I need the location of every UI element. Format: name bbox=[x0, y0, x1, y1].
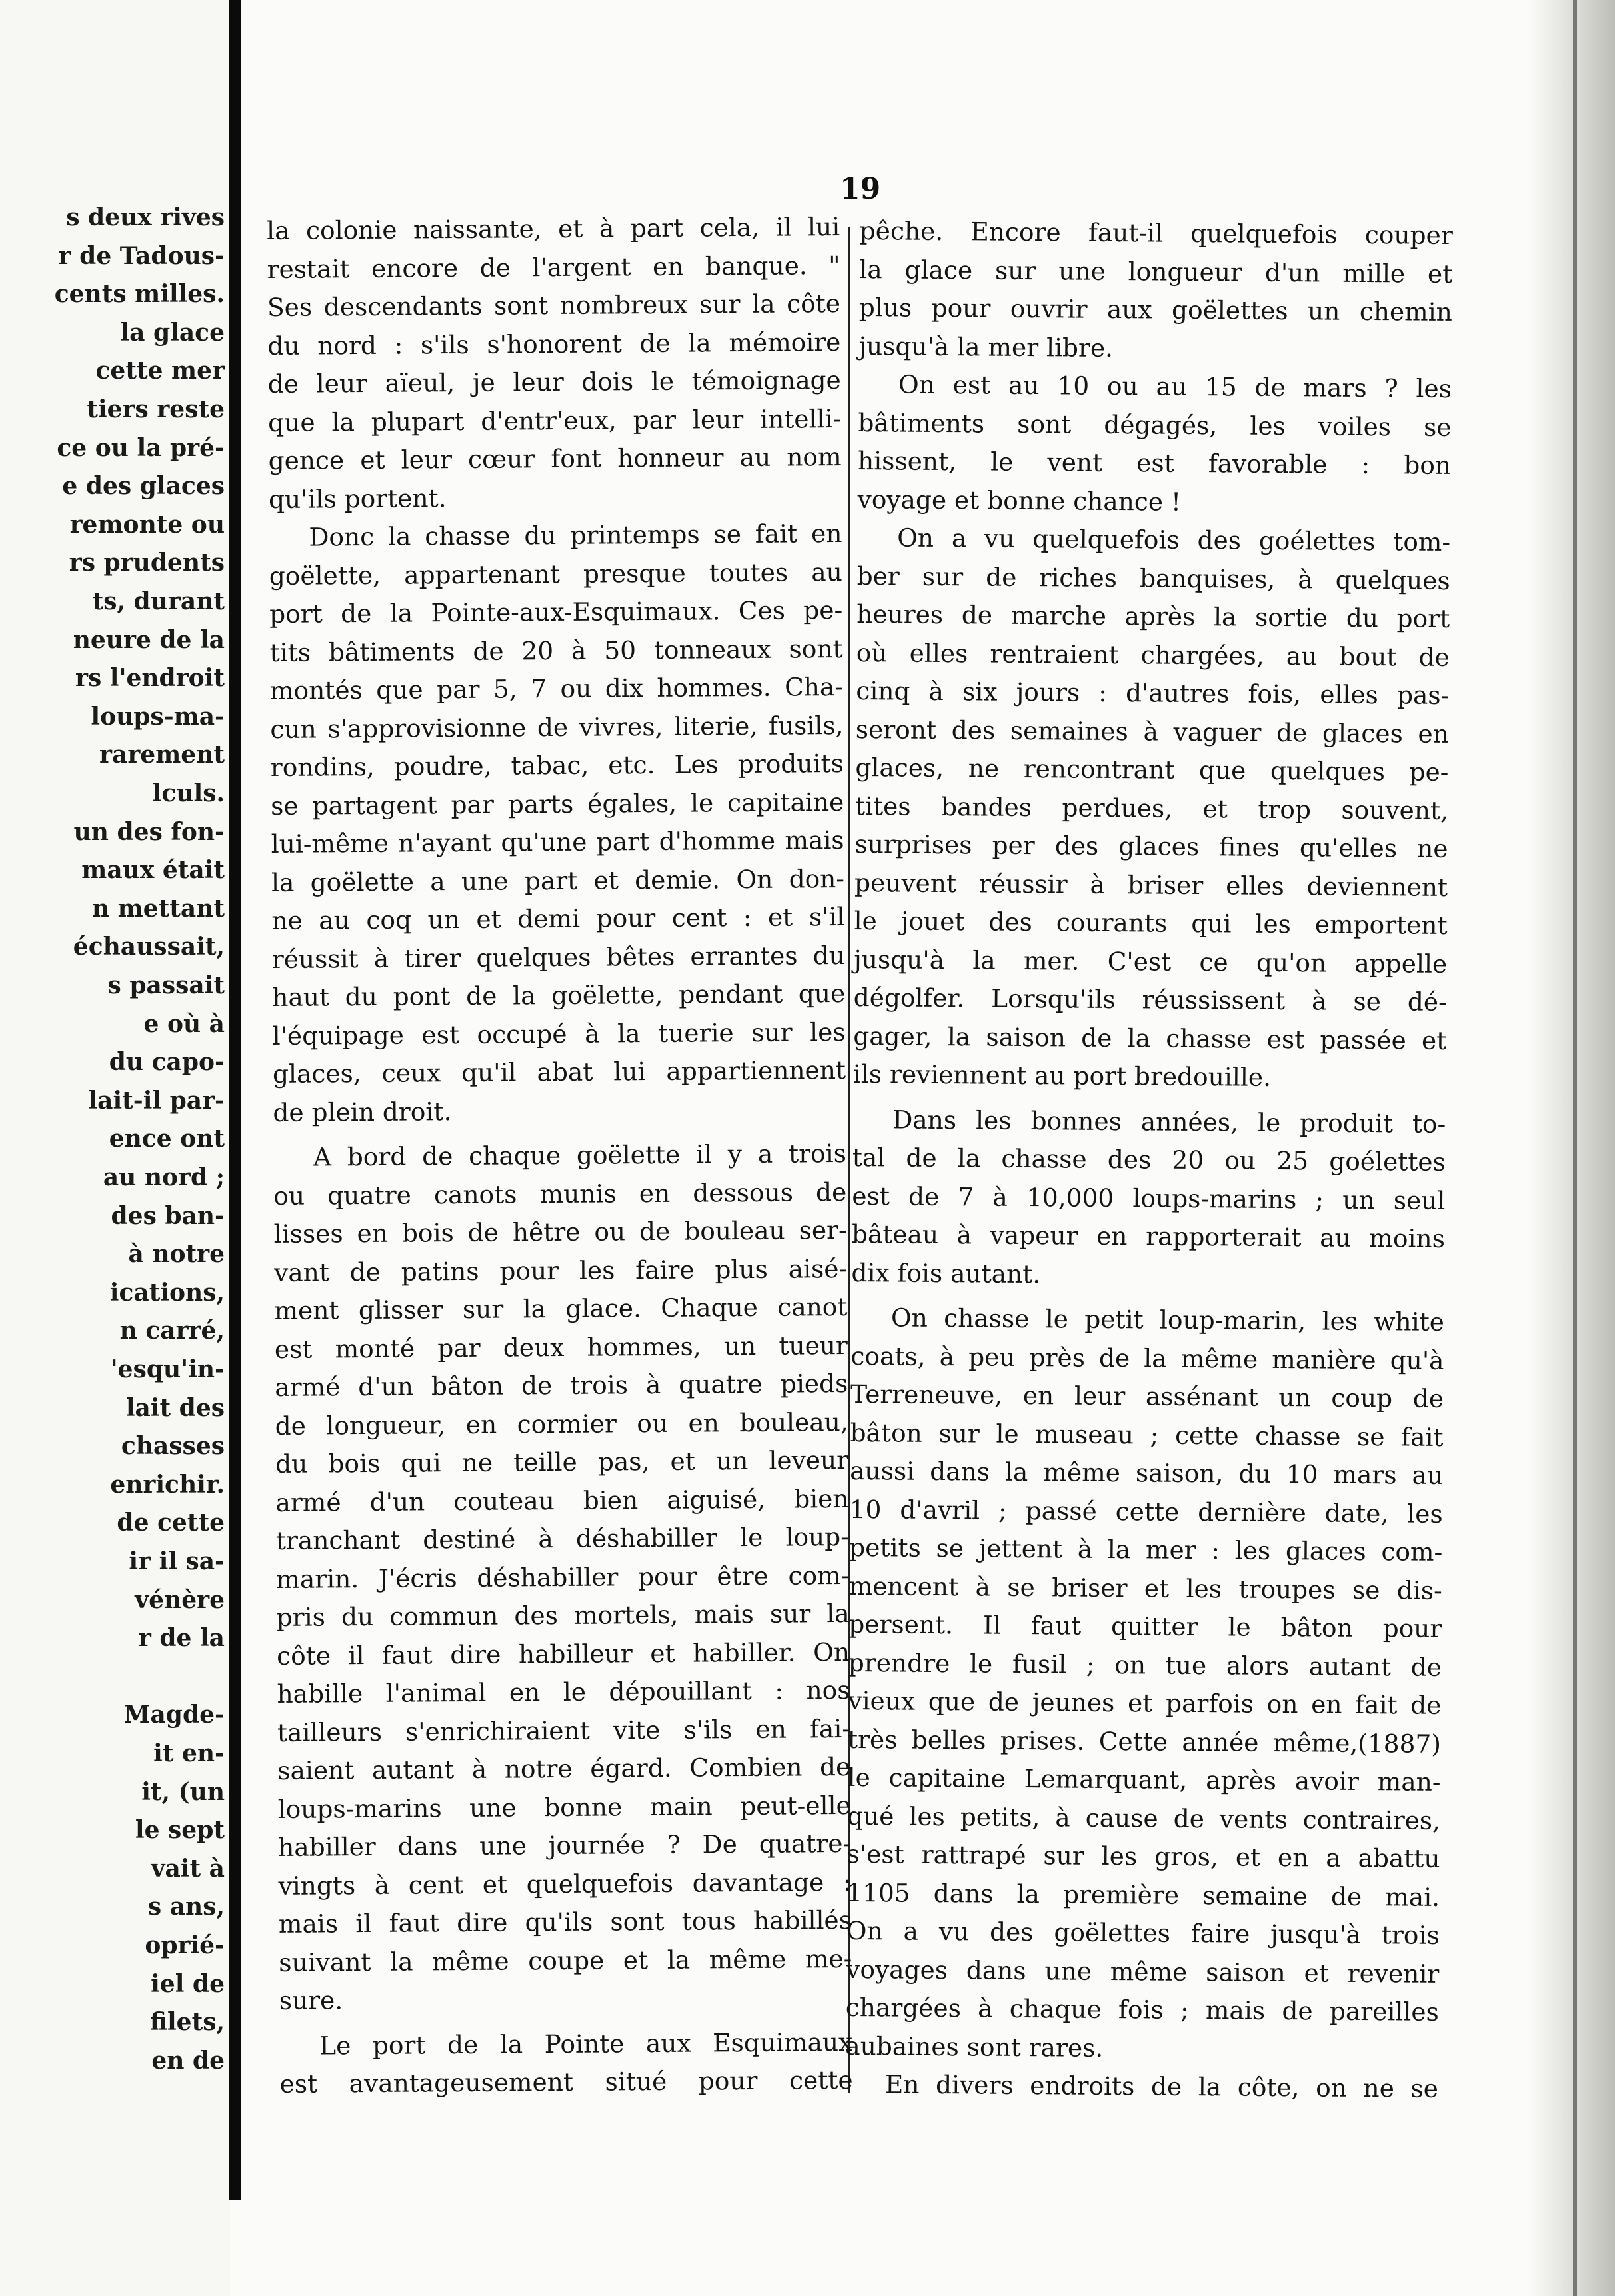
text-line: goëlette, appartenant presque toutes au bbox=[269, 557, 842, 591]
text-line: tits bâtiments de 20 à 50 tonneaux sont bbox=[269, 633, 843, 667]
text-line: mencent à se briser et les troupes se dis- bbox=[848, 1571, 1442, 1605]
text-line: Dans les bonnes années, le produit to- bbox=[892, 1104, 1446, 1139]
margin-fragment: neure de la bbox=[73, 625, 225, 654]
text-line: petits se jettent à la mer : les glaces com- bbox=[849, 1532, 1443, 1567]
text-line: réussit à tirer quelques bêtes errantes du bbox=[271, 940, 845, 974]
text-line: habiller dans une journée ? De quatre- bbox=[277, 1828, 852, 1862]
text-line: jusqu'à la mer libre. bbox=[858, 331, 1114, 363]
text-line: surprises per des glaces fines qu'elles ne bbox=[854, 829, 1448, 863]
text-line: ils reviennent au port bredouille. bbox=[852, 1059, 1272, 1092]
text-line: du bois qui ne teille pas, et un leveur bbox=[275, 1445, 849, 1479]
text-line: Donc la chasse du printemps se fait en bbox=[309, 518, 842, 552]
text-line: A bord de chaque goëlette il y a trois bbox=[313, 1138, 847, 1172]
margin-fragment: cette mer bbox=[95, 357, 225, 385]
text-line: aubaines sont rares. bbox=[845, 2031, 1104, 2063]
margin-fragment: ts, durant bbox=[92, 587, 225, 615]
margin-fragment: en de bbox=[151, 2046, 225, 2075]
text-line: l'équipage est occupé à la tuerie sur les bbox=[272, 1017, 846, 1051]
margin-fragment: un des fon- bbox=[73, 817, 225, 846]
text-line: seront des semaines à vaguer de glaces en bbox=[855, 714, 1450, 749]
text-line: voyage et bonne chance ! bbox=[857, 484, 1182, 517]
text-line: chargées à chaque fois ; mais de pareilles bbox=[845, 1992, 1439, 2027]
text-line: En divers endroits de la côte, on ne se bbox=[884, 2069, 1439, 2103]
margin-fragment: e où à bbox=[143, 1009, 225, 1038]
text-line: suivant la même coupe et la même me- bbox=[279, 1943, 852, 1977]
text-line: On a vu des goëlettes faire jusqu'à trois bbox=[846, 1915, 1440, 1950]
margin-fragment: r de la bbox=[138, 1624, 225, 1653]
text-line: persent. Il faut quitter le bâton pour bbox=[848, 1609, 1442, 1643]
text-line: de leur aïeul, je leur dois le témoignage bbox=[267, 365, 841, 399]
page-edge-line bbox=[1573, 0, 1577, 2296]
facing-page-margin bbox=[0, 0, 230, 2296]
margin-fragment: vait à bbox=[151, 1854, 225, 1883]
margin-fragment: ir il sa- bbox=[129, 1547, 225, 1575]
text-line: armé d'un bâton de trois à quatre pieds bbox=[275, 1368, 848, 1402]
text-line: tites bandes perdues, et trop souvent, bbox=[854, 791, 1449, 825]
right-text-column bbox=[845, 212, 1453, 2108]
text-line: hissent, le vent est favorable : bon bbox=[857, 445, 1452, 480]
text-line: tal de la chasse des 20 ou 25 goélettes bbox=[852, 1142, 1446, 1177]
text-line: haut du pont de la goëlette, pendant que bbox=[272, 978, 846, 1012]
text-line: restait encore de l'argent en banque. " bbox=[267, 250, 840, 284]
text-line: ou quatre canots munis en dessous de bbox=[273, 1177, 847, 1211]
text-line: jusqu'à la mer. C'est ce qu'on appelle bbox=[854, 944, 1448, 979]
margin-fragment: à notre bbox=[128, 1240, 225, 1269]
text-line: vieux que de jeunes et parfois on en fait de bbox=[848, 1685, 1442, 1720]
left-text-column bbox=[267, 208, 853, 2103]
text-line: heures de marche après la sortie du port bbox=[856, 599, 1450, 633]
text-line: la colonie naissante, et à part cela, il lui bbox=[267, 211, 840, 245]
margin-fragment: des ban- bbox=[111, 1201, 225, 1230]
page-number: 19 bbox=[840, 172, 881, 206]
text-line: vingts à cent et quelquefois davantage : bbox=[278, 1867, 852, 1901]
gutter-shadow bbox=[229, 0, 241, 2200]
text-line: où elles rentraient chargées, au bout de bbox=[856, 637, 1450, 672]
margin-fragment: du capo- bbox=[109, 1048, 225, 1077]
text-line: voyages dans une même saison et revenir bbox=[846, 1954, 1440, 1989]
text-line: est de 7 à 10,000 loups-marins ; un seul bbox=[852, 1181, 1446, 1215]
margin-fragment: lait des bbox=[125, 1393, 225, 1422]
margin-fragment: chasses bbox=[121, 1432, 225, 1461]
margin-fragment: au nord ; bbox=[103, 1163, 225, 1191]
text-line: bâton sur le museau ; cette chasse se fait bbox=[850, 1417, 1444, 1452]
text-line: loups-marins une bonne main peut-elle bbox=[277, 1790, 851, 1824]
margin-fragment: la glace bbox=[120, 318, 225, 347]
text-line: ne au coq un et demi pour cent : et s'il bbox=[271, 901, 845, 935]
margin-fragment: ce ou la pré- bbox=[57, 433, 225, 462]
margin-fragment: ications, bbox=[109, 1278, 225, 1307]
text-line: qu'ils portent. bbox=[268, 483, 447, 514]
margin-fragment: s ans, bbox=[147, 1893, 225, 1921]
text-line: ber sur de riches banquises, à quelques bbox=[856, 561, 1450, 595]
page-edge-shadow bbox=[1528, 0, 1615, 2296]
text-line: port de la Pointe-aux-Esquimaux. Ces pe- bbox=[269, 595, 843, 629]
text-line: du nord : s'ils s'honorent de la mémoire bbox=[267, 327, 841, 361]
text-line: bâteau à vapeur en rapporterait au moins bbox=[851, 1219, 1446, 1253]
text-line: Ses descendants sont nombreux sur la côte bbox=[267, 288, 841, 322]
text-line: marin. J'écris déshabiller pour être com- bbox=[276, 1560, 850, 1594]
text-line: est monté par deux hommes, un tueur bbox=[274, 1330, 848, 1364]
text-line: de plein droit. bbox=[273, 1096, 452, 1127]
text-line: aussi dans la même saison, du 10 mars au bbox=[849, 1455, 1444, 1490]
text-line: lisses en bois de hêtre ou de bouleau ser- bbox=[273, 1215, 847, 1249]
text-line: gager, la saison de la chasse est passée et bbox=[853, 1021, 1447, 1055]
text-line: de longueur, en cormier ou en bouleau, bbox=[275, 1407, 848, 1441]
text-line: la goëlette a une part et demie. On don- bbox=[271, 863, 845, 897]
text-line: coats, à peu près de la même manière qu'à bbox=[850, 1341, 1444, 1375]
text-line: le capitaine Lemarquant, après avoir man- bbox=[847, 1762, 1441, 1797]
text-line: très belles prises. Cette année même,(1887) bbox=[847, 1724, 1442, 1759]
margin-fragment: it, (un bbox=[141, 1777, 225, 1806]
margin-fragment: échaussait, bbox=[73, 933, 225, 961]
text-line: habille l'animal en le dépouillant : nos bbox=[277, 1675, 850, 1709]
text-line: tranchant destiné à déshabiller le loup- bbox=[275, 1521, 850, 1555]
margin-fragment: rarement bbox=[99, 741, 225, 769]
text-line: pris du commun des mortels, mais sur la bbox=[276, 1598, 850, 1632]
margin-fragment: iel de bbox=[151, 1969, 225, 1998]
text-line: Terreneuve, en leur assénant un coup de bbox=[850, 1379, 1444, 1413]
text-line: glaces, ne rencontrant que quelques pe- bbox=[855, 752, 1449, 787]
text-line: s'est rattrapé sur les gros, et en a abattu bbox=[846, 1839, 1440, 1873]
text-line: cun s'approvisionne de vivres, literie, fusils, bbox=[270, 710, 844, 744]
text-line: dégolfer. Lorsqu'ils réussissent à se dé- bbox=[853, 982, 1447, 1017]
text-line: On chasse le petit loup-marin, les white bbox=[890, 1303, 1445, 1337]
text-line: ment glisser sur la glace. Chaque canot bbox=[274, 1291, 848, 1325]
text-line: montés que par 5, 7 ou dix hommes. Cha- bbox=[269, 671, 844, 705]
margin-fragment: e des glaces bbox=[62, 472, 225, 501]
text-line: plus pour ouvrir aux goëlettes un chemin bbox=[858, 292, 1453, 327]
text-line: se partagent par parts égales, le capitaine bbox=[271, 787, 844, 821]
margin-fragment: lculs. bbox=[152, 779, 225, 807]
margin-fragment: s deux rives bbox=[66, 203, 225, 231]
text-line: lui-même n'ayant qu'une part d'homme mais bbox=[271, 825, 844, 859]
margin-fragment: vénère bbox=[135, 1585, 225, 1614]
margin-fragment: n mettant bbox=[91, 894, 225, 923]
margin-fragment: Magde- bbox=[123, 1701, 225, 1729]
margin-fragment: ence ont bbox=[109, 1125, 225, 1153]
text-line: peuvent réussir à briser elles deviennent bbox=[854, 867, 1448, 902]
margin-fragment: 'esqu'in- bbox=[110, 1355, 225, 1383]
text-line: gence et leur cœur font honneur au nom bbox=[268, 441, 842, 475]
text-line: côte il faut dire habilleur et habiller. On bbox=[276, 1637, 850, 1671]
margin-fragment: maux était bbox=[81, 856, 225, 885]
margin-fragment: r de Tadous- bbox=[58, 241, 225, 270]
text-line: prendre le fusil ; on tue alors autant de bbox=[848, 1647, 1442, 1682]
text-line: vant de patins pour les faire plus aisé- bbox=[273, 1253, 848, 1287]
text-line: le jouet des courants qui les emportent bbox=[854, 905, 1448, 940]
margin-fragment: filets, bbox=[149, 2008, 225, 2037]
text-line: sure. bbox=[279, 1985, 343, 2015]
text-line: pêche. Encore faut-il quelquefois couper bbox=[859, 215, 1453, 250]
text-line: qué les petits, à cause de vents contraires, bbox=[846, 1801, 1441, 1835]
margin-fragment: rs l'endroit bbox=[75, 664, 225, 693]
text-line: On est au 10 ou au 15 de mars ? les bbox=[898, 369, 1452, 403]
text-line: armé d'un couteau bien aiguisé, bien bbox=[275, 1483, 849, 1517]
text-line: 10 d'avril ; passé cette dernière date, les bbox=[849, 1494, 1443, 1529]
text-line: cinq à six jours : d'autres fois, elles pas- bbox=[856, 675, 1450, 710]
margin-fragment: it en- bbox=[153, 1739, 225, 1767]
text-line: dix fois autant. bbox=[851, 1257, 1041, 1289]
text-line: rondins, poudre, tabac, etc. Les produits bbox=[270, 748, 844, 782]
text-line: saient autant à notre égard. Combien de bbox=[277, 1751, 851, 1785]
margin-fragment: loups-ma- bbox=[91, 702, 225, 731]
margin-fragment: de cette bbox=[117, 1509, 225, 1537]
margin-fragment: oprié- bbox=[145, 1931, 225, 1959]
text-line: On a vu quelquefois des goélettes tom- bbox=[896, 523, 1451, 557]
text-line: Le port de la Pointe aux Esquimaux bbox=[319, 2027, 853, 2061]
margin-fragment: remonte ou bbox=[69, 510, 225, 539]
text-line: 1105 dans la première semaine de mai. bbox=[846, 1877, 1440, 1912]
margin-fragment: tiers reste bbox=[87, 395, 225, 423]
text-line: mais il faut dire qu'ils sont tous habillés bbox=[278, 1905, 852, 1939]
margin-fragment: rs prudents bbox=[69, 549, 225, 577]
text-line: la glace sur une longueur d'un mille et bbox=[859, 254, 1453, 289]
margin-fragment: le sept bbox=[135, 1816, 225, 1845]
margin-fragment: enrichir. bbox=[110, 1470, 225, 1499]
text-line: bâtiments sont dégagés, les voiles se bbox=[858, 407, 1452, 442]
margin-fragment: n carré, bbox=[119, 1317, 225, 1345]
text-line: que la plupart d'entr'eux, par leur intelli- bbox=[268, 403, 842, 437]
margin-fragment: cents milles. bbox=[54, 280, 225, 309]
margin-fragment: s passait bbox=[107, 971, 225, 999]
text-line: est avantageusement situé pour cette bbox=[279, 2065, 853, 2099]
margin-fragment: lait-il par- bbox=[88, 1086, 225, 1115]
text-line: glaces, ceux qu'il abat lui appartiennent bbox=[272, 1055, 846, 1089]
text-line: tailleurs s'enrichiraient vite s'ils en fai- bbox=[277, 1713, 851, 1747]
